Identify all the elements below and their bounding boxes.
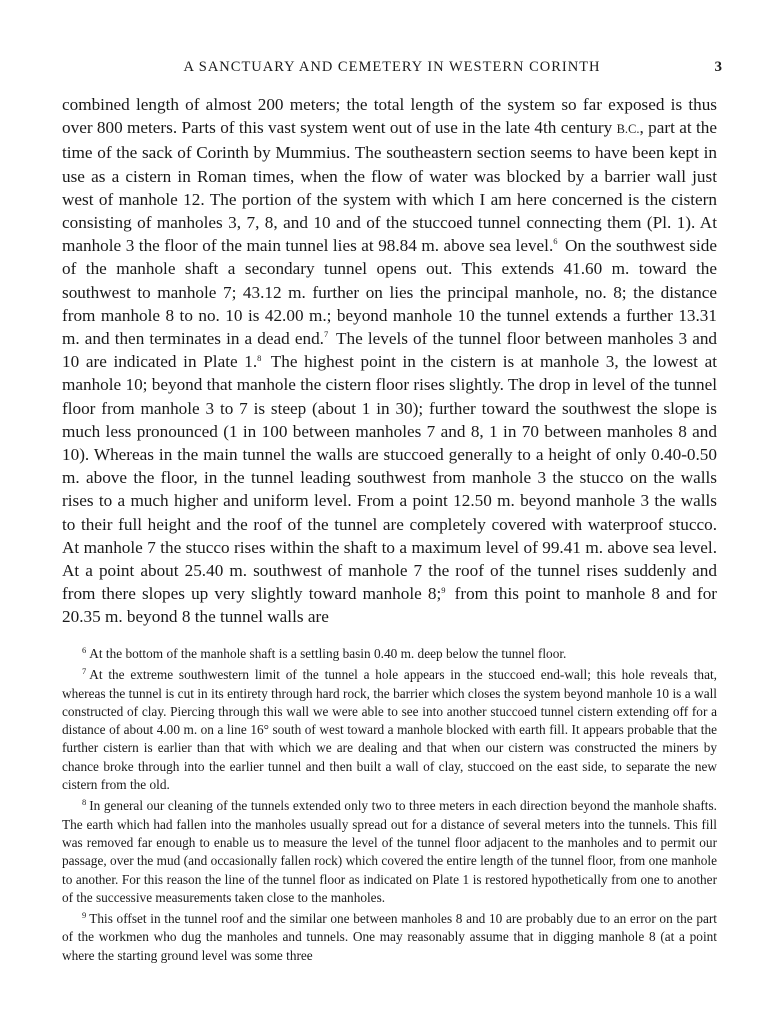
running-title: A SANCTUARY AND CEMETERY IN WESTERN CORINTH xyxy=(183,59,601,75)
footnote-ref: 7 xyxy=(323,329,329,340)
era-abbreviation: B.C. xyxy=(616,122,640,137)
footnote-marker: 8 xyxy=(82,796,87,807)
footnotes xyxy=(62,645,717,968)
footnote-7 xyxy=(62,666,717,794)
footnote-marker: 7 xyxy=(82,665,87,676)
footnote-ref: 9 xyxy=(441,584,446,595)
body-text xyxy=(62,93,717,629)
running-head xyxy=(62,59,722,79)
text-run: , part at the time of the sack of Corinth by Mummius. The southeastern section seems to have been kept in use as a cistern in Roman times, when the flow of water was blocked by a barrier wall just west of manhole 12. The portion of the system with which I am here concerned is the cistern consisting of manholes 3, 7, 8, and 10 and of the stuccoed tunnel connecting them (Pl. 1). At manhole 3 the floor of the main tunnel lies at 98.84 m. above sea level. xyxy=(62,118,717,256)
text-run: combined length of almost 200 meters; the total length of the system so far exposed is thus over 800 meters. Parts of this vast system went out of use in the late 4th century xyxy=(62,95,717,138)
footnote-9 xyxy=(62,910,717,965)
footnote-marker: 9 xyxy=(82,909,87,920)
text-run: from this point to manhole 8 and for 20.35 m. beyond 8 the tunnel walls are xyxy=(62,584,718,627)
text-run: The levels of the tunnel floor between manholes 3 and 10 are indicated in Plate 1. xyxy=(62,329,718,372)
footnote-text: This offset in the tunnel roof and the similar one between manholes 8 and 10 are probably due to an error on the part of the workmen who dug the manholes and tunnels. One may reasonably assume that in digging manhole 8 (at a point where the starting ground level was some three xyxy=(62,911,717,963)
footnote-ref: 6 xyxy=(553,236,558,247)
footnote-text: At the bottom of the manhole shaft is a settling basin 0.40 m. deep below the tunnel floor. xyxy=(89,646,567,661)
footnote-marker: 6 xyxy=(82,644,87,655)
footnote-ref: 8 xyxy=(257,352,262,363)
text-run: The highest point in the cistern is at manhole 3, the lowest at manhole 10; beyond that manhole the cistern floor rises slightly. The drop in level of the tunnel floor from manhole 3 to 7 is steep (about 1 in 30); further toward the southwest the slope is much less pronounced (1 in 100 between manholes 7 and 8, 1 in 70 between manholes 8 and 10). Whereas in the main tunnel the walls are stuccoed generally to a height of only 0.40-0.50 m. above the floor, in the tunnel leading southwest from manhole 3 the stucco on the walls rises to a much higher and uniform level. From a point 12.50 m. beyond manhole 3 the walls to their full height and the roof of the tunnel are completely covered with waterproof stucco. At manhole 7 the stucco rises within the shaft to a maximum level of 99.41 m. above sea level. At a point about 25.40 m. southwest of manhole 7 the roof of the tunnel rises suddenly and from there slopes up very slightly toward manhole 8; xyxy=(62,352,717,604)
footnote-6 xyxy=(62,645,717,663)
body-paragraph xyxy=(62,93,717,629)
text-run: On the southwest side of the manhole shaft a secondary tunnel opens out. This extends 41.60 m. toward the southwest to manhole 7; 43.12 m. further on lies the principal manhole, no. 8; the distance from manhole 8 to no. 10 is 42.00 m.; beyond manhole 10 the tunnel extends a further 13.31 m. and then terminates in a dead end. xyxy=(62,236,717,349)
footnote-8 xyxy=(62,797,717,907)
page-number: 3 xyxy=(714,59,722,75)
footnote-text: At the extreme southwestern limit of the tunnel a hole appears in the stuccoed end-wall; this hole reveals that, whereas the tunnel is cut in its entirety through hard rock, the barrier which closes the system beyond manhole 10 is a wall constructed of clay. Piercing through this wall we were able to see into another stuccoed tunnel cistern extending off for a distance of about 4.00 m. on a line 16° south of west toward a manhole blocked with earth fill. It appears probable that the further cistern is earlier than that with which we are dealing and that when our cistern was constructed the miners by chance broke through into the earlier tunnel and then built a wall of clay, stuccoed on the east side, to separate the new cistern from the old. xyxy=(62,667,717,793)
footnote-text: In general our cleaning of the tunnels extended only two to three meters in each direction beyond the manhole shafts. The earth which had fallen into the manholes usually spread out for a distance of several meters into the tunnels. This fill was removed far enough to enable us to measure the level of the tunnel floor adjacent to the manholes and to permit our passage, over the mud (and occasionally fallen rock) which covered the entire length of the tunnel floor, from one manhole to another. For this reason the line of the tunnel floor as indicated on Plate 1 is restored hypothetically from one to another of the successive measurements taken close to the manholes. xyxy=(62,798,717,905)
